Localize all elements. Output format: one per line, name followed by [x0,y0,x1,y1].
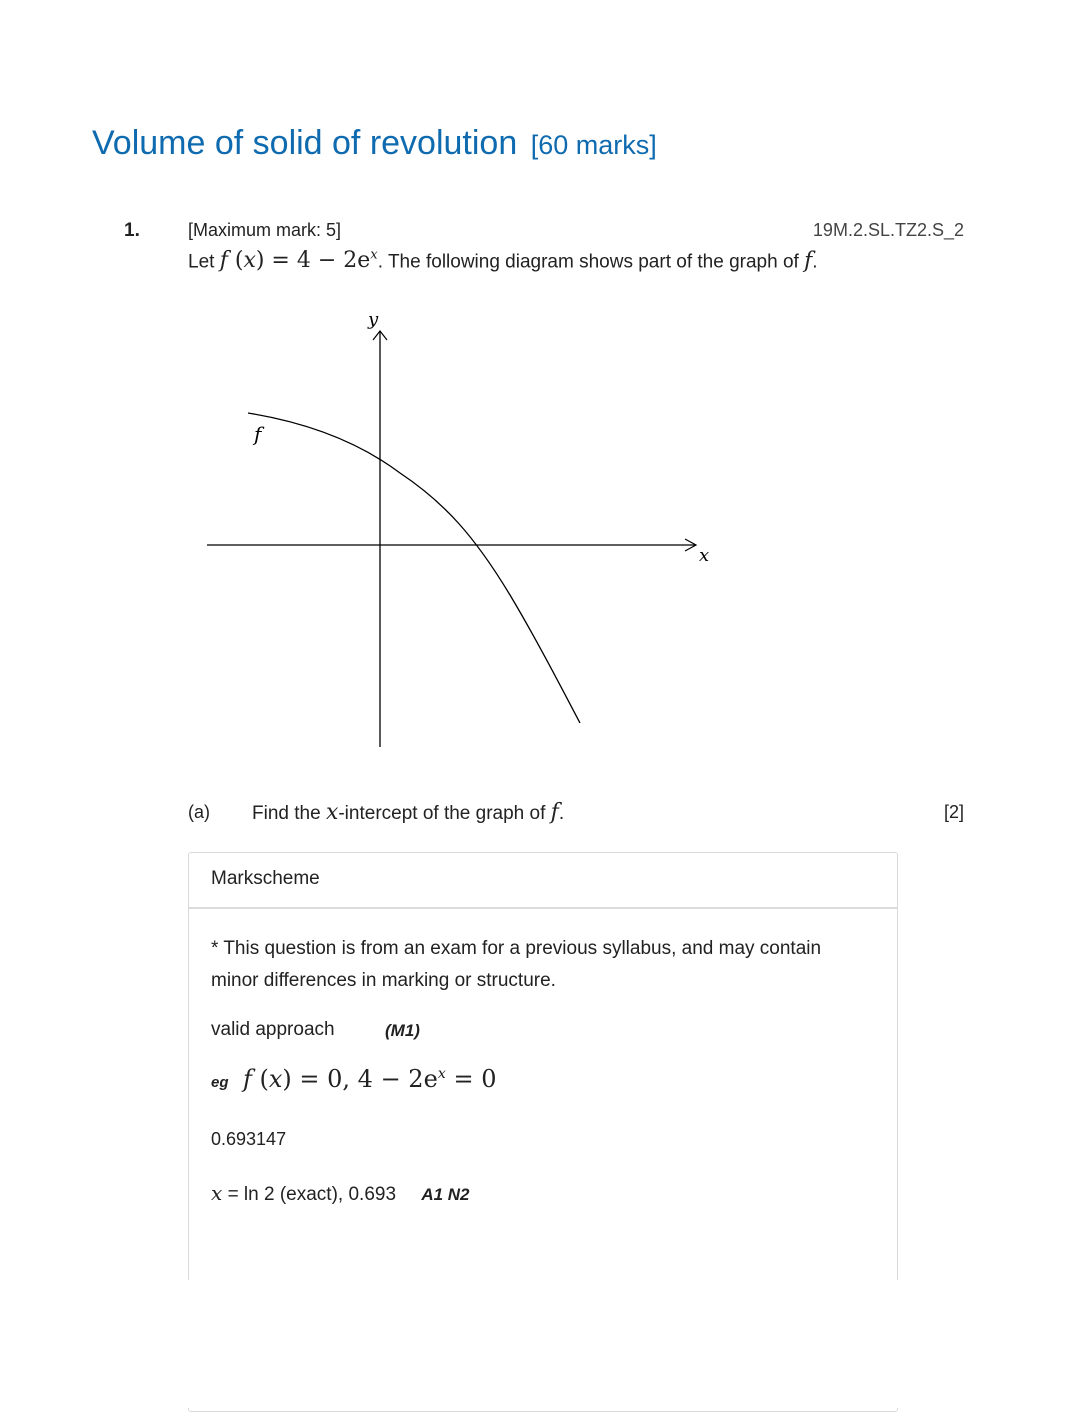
curve-label: f [254,422,262,446]
m1-mark: (M1) [385,1021,420,1040]
part-a-label: (a) [188,802,210,822]
final-answer [211,1181,470,1206]
f-symbol: f [550,800,559,825]
calculated-value: 0.693147 [211,1129,287,1149]
function-definition: f $(x) = 4 - 2e^x$ [219,248,378,274]
a1-n2-mark: A1 N2 [421,1185,470,1204]
y-axis-label: y [368,309,379,330]
answer-x-symbol: x [211,1181,223,1205]
part-a-prefix: Find the [252,803,321,824]
stem-suffix: . The following diagram shows part of the graph of [377,251,799,273]
part-a-marks: [2] [943,802,964,822]
markscheme-header: Markscheme [189,853,897,909]
stem-prefix: Let [188,251,215,273]
example-equation: f (x) = 0, $4 - 2e^x = 0$ [242,1065,497,1093]
part-a-text: Find the x-intercept of the graph of f. [252,800,565,825]
max-mark: [Maximum mark: 5] [188,220,342,240]
x-axis-label: x [699,545,710,566]
eg-label: eg [211,1074,229,1091]
page-bottom-margin [0,1280,1088,1408]
part-a-middle: -intercept of the graph of [338,803,546,824]
question-number: 1. [124,220,140,241]
curve-f [248,413,580,723]
title-marks: [60 marks] [530,130,657,160]
syllabus-note: * This question is from an exam for a previous syllabus, and may contain minor differences in marking or structure. [211,938,822,991]
valid-approach: valid approach [211,1019,335,1040]
page-title [92,124,657,163]
example-line [211,1065,497,1093]
x-symbol: x [325,800,339,825]
title-text: Volume of solid of revolution [92,124,518,162]
function-symbol: f [804,248,813,274]
function-graph [200,305,720,755]
question-code: 19M.2.SL.TZ2.S_2 [812,220,964,240]
answer-text: = ln 2 (exact), 0.693 [227,1184,397,1205]
question-stem: Let f $(x) = 4 - 2e^x$. The following diagram shows part of the graph of f. [188,248,818,274]
